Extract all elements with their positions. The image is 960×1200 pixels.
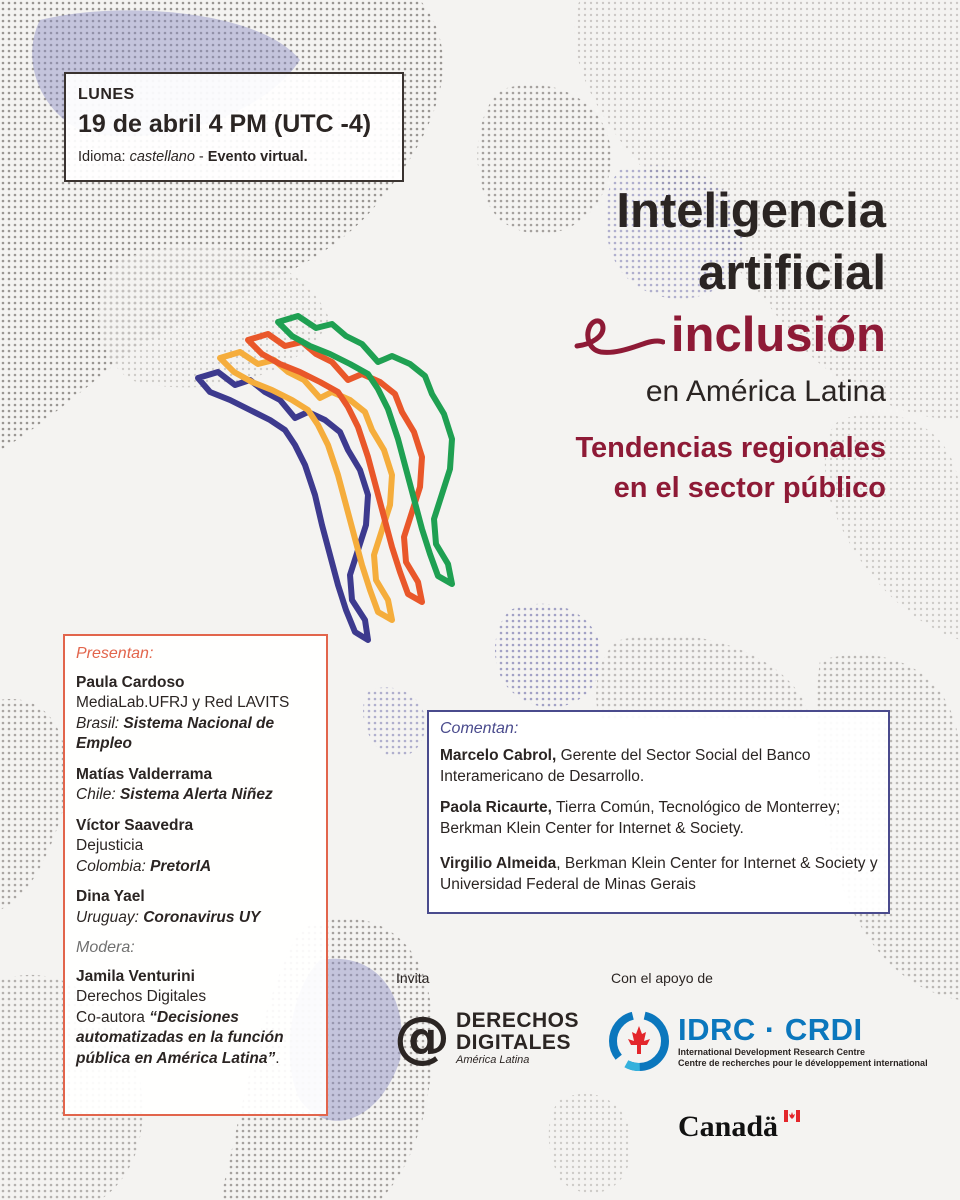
- presenter-affiliation: MediaLab.UFRJ y Red LAVITS: [76, 694, 290, 711]
- presenter-country: Chile:: [76, 786, 116, 803]
- moderator-role: Co-autora: [76, 1008, 145, 1026]
- commentators-heading: Comentan:: [440, 720, 519, 737]
- connector-e-script: [573, 310, 665, 360]
- presenter-project: PretorIA: [150, 857, 212, 875]
- presenter-project-line: [76, 908, 316, 929]
- apoyo-label: Con el apoyo de: [611, 970, 713, 986]
- presenter-project: Sistema Nacional de Empleo: [76, 714, 275, 752]
- title-line2: artificial: [698, 246, 886, 300]
- derechos-digitales-at-logo: @: [394, 1005, 450, 1070]
- title-line3-row: [446, 304, 886, 366]
- commentator-name: Paola Ricaurte,: [440, 799, 552, 816]
- presenter-entry: [76, 673, 316, 755]
- derechos-digitales-logo: [394, 1005, 580, 1070]
- event-day: LUNES: [78, 86, 135, 103]
- moderator-work-line: [76, 1008, 316, 1070]
- presenter-project: Coronavirus UY: [143, 908, 261, 926]
- presenter-project-line: [76, 714, 316, 755]
- subtitle-line1: Tendencias regionales: [575, 432, 886, 464]
- language-label: Idioma:: [78, 149, 126, 165]
- presenter-country: Colombia:: [76, 857, 146, 875]
- commentator-entry: [440, 797, 878, 839]
- presenter-project-line: [76, 857, 316, 878]
- presenter-entry: [76, 765, 316, 806]
- commentator-detail: Gerente del Sector Social del Banco Interamericano de Desarrollo.: [440, 747, 811, 785]
- idrc-name: IDRC · CRDI: [678, 1012, 863, 1047]
- event-date-box: [64, 72, 404, 182]
- idrc-french: Centre de recherches pour le développement international: [678, 1058, 928, 1068]
- moderator-affiliation: Derechos Digitales: [76, 988, 207, 1005]
- presenter-name: Víctor Saavedra: [76, 816, 194, 834]
- commentator-name: Virgilio Almeida: [440, 855, 557, 872]
- presenter-entry: [76, 887, 316, 928]
- event-format: Evento virtual.: [207, 149, 308, 165]
- invita-label: Invita: [396, 970, 430, 986]
- dd-line3: América Latina: [456, 1054, 530, 1066]
- event-date: 19 de abril 4 PM (UTC -4): [78, 110, 372, 138]
- idrc-english: International Development Research Centre: [678, 1047, 866, 1057]
- canada-wordmark: [678, 1110, 800, 1144]
- idrc-maple-leaf-logo: [608, 1010, 670, 1072]
- presenter-project-line: [76, 785, 316, 806]
- idrc-logo: [608, 1010, 928, 1072]
- commentators-box: [427, 710, 890, 914]
- title-line1: Inteligencia: [616, 184, 886, 238]
- moderator-name: Jamila Venturini: [76, 967, 195, 985]
- idrc-wordmark: [678, 1013, 928, 1069]
- presenter-name: Paula Cardoso: [76, 673, 185, 691]
- canada-text: Canadä: [678, 1110, 779, 1143]
- title-line3: inclusión: [670, 308, 886, 362]
- derechos-digitales-wordmark: [456, 1010, 579, 1066]
- commentator-entry: [440, 853, 878, 895]
- canada-flag: [784, 1110, 800, 1122]
- presenter-entry: [76, 816, 316, 878]
- presenter-name: Matías Valderrama: [76, 765, 213, 783]
- presenter-country: Brasil:: [76, 714, 120, 732]
- presenter-country: Uruguay:: [76, 908, 139, 926]
- meta-separator: -: [198, 149, 204, 165]
- presenters-heading: Presentan:: [76, 645, 154, 662]
- language-value: castellano: [129, 149, 195, 165]
- moderator-work: “Decisiones automatizadas en la función pública en América Latina”: [76, 1008, 284, 1067]
- commentator-entry: [440, 745, 878, 787]
- event-meta: [78, 149, 390, 165]
- subtitle-line2: en el sector público: [613, 472, 886, 504]
- presenter-name: Dina Yael: [76, 888, 145, 905]
- commentator-detail: Tierra Común, Tecnológico de Monterrey; Berkman Klein Center for Internet & Society.: [440, 799, 841, 837]
- commentator-name: Marcelo Cabrol,: [440, 747, 557, 764]
- presenter-project: Sistema Alerta Niñez: [119, 786, 273, 803]
- presenters-box: [63, 634, 328, 1116]
- dd-line1: DERECHOS: [456, 1009, 580, 1032]
- moderator-work-end: .: [275, 1049, 280, 1067]
- dd-line2: DIGITALES: [456, 1031, 571, 1054]
- presenter-affiliation: Dejusticia: [76, 837, 144, 854]
- moderator-heading: Modera:: [76, 939, 135, 956]
- title-block: [446, 180, 886, 508]
- moderator-entry: [76, 967, 316, 1070]
- commentator-detail: , Berkman Klein Center for Internet & Society y Universidad Federal de Minas Gerais: [440, 855, 878, 893]
- title-line4: en América Latina: [645, 375, 886, 408]
